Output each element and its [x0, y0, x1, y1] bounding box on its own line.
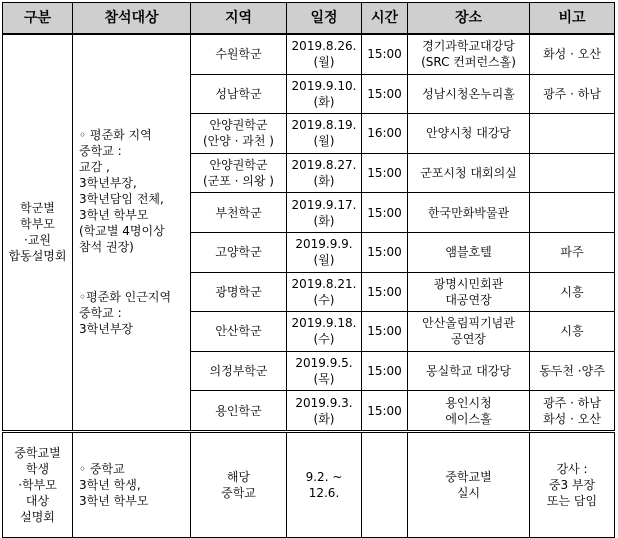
target-cell-line: ◦ 중학교 [79, 461, 125, 476]
place-cell-line: 용인시청 [445, 395, 492, 410]
place-cell-line: 실시 [456, 485, 481, 500]
table-body [3, 34, 615, 537]
date-cell [287, 153, 362, 193]
date-cell [287, 114, 362, 154]
time-cell: 15:00 [362, 34, 408, 74]
date-cell-line: 2019.9.18. [291, 316, 357, 331]
note-cell-line: 광주 · 하남 [543, 86, 601, 101]
note-cell [530, 114, 615, 154]
category-cell-line: 학군별 [20, 201, 55, 216]
date-cell-line: 2019.9.10. [291, 78, 357, 93]
note-cell [530, 153, 615, 193]
target-line: 3학년부장, [79, 176, 137, 191]
place-cell-line: 중학교별 [445, 469, 492, 484]
header-region: 지역 [191, 3, 287, 35]
table-header [3, 3, 615, 35]
region-cell [191, 232, 287, 272]
date-cell [287, 193, 362, 233]
target-line: 3학년부장 [79, 322, 134, 337]
target-line: (학교별 4명이상 [79, 224, 165, 239]
date-cell-line: 12.6. [308, 485, 340, 500]
table-row [3, 34, 615, 74]
region-cell [191, 74, 287, 114]
note-cell-line: 파주 [560, 245, 584, 260]
region-cell-line: 고양학군 [215, 245, 262, 260]
target-line: 3학년 학부모 [79, 208, 149, 223]
date-cell-line: 2019.8.27. [291, 158, 357, 173]
region-cell-line: 의정부학군 [209, 364, 268, 379]
header-time: 시간 [362, 3, 408, 35]
place-cell-line: 대공연장 [445, 292, 492, 307]
date-cell-line: (수) [313, 332, 335, 347]
target-cell-line: 3학년 학생, [79, 477, 141, 492]
header-target: 참석대상 [73, 3, 191, 35]
region-cell-line: 용인학군 [215, 403, 262, 418]
date-cell [287, 232, 362, 272]
note-cell-line: 화성 · 오산 [543, 47, 601, 62]
region-cell-line: (군포 · 의왕 ) [203, 174, 274, 189]
date-cell [287, 312, 362, 352]
category-cell-line: 합동설명회 [8, 249, 67, 264]
date-cell-line: (목) [313, 372, 335, 387]
region-cell [191, 34, 287, 74]
target-line: 중학교 : [79, 144, 122, 159]
region-cell [191, 351, 287, 391]
place-cell-line: 한국만화박물관 [427, 205, 510, 220]
date-cell-line: 2019.8.19. [291, 118, 357, 133]
target-cell [73, 431, 191, 537]
place-cell [408, 232, 530, 272]
date-cell-line: 2019.9.9. [295, 237, 353, 252]
region-cell-line: (안양 · 과천 ) [203, 134, 274, 149]
time-cell: 15:00 [362, 153, 408, 193]
region-cell-line: 해당 [226, 469, 251, 484]
region-cell-line: 안산학군 [215, 324, 262, 339]
place-cell [408, 193, 530, 233]
note-cell-line: 중3 부장 [548, 477, 596, 492]
category-cell-line: 중학교별 [14, 445, 61, 460]
note-cell-line: 화성 · 오산 [543, 411, 601, 426]
schedule-table [2, 2, 615, 538]
target-line: 참석 권장) [79, 240, 134, 255]
date-cell [287, 351, 362, 391]
place-cell [408, 153, 530, 193]
place-cell-line: 성남시청온누리홀 [422, 86, 515, 101]
region-cell-line: 안양권학군 [209, 158, 268, 173]
place-cell [408, 34, 530, 74]
note-cell [530, 431, 615, 537]
date-cell-line: (월) [313, 55, 335, 70]
region-cell-line: 광명학군 [215, 284, 262, 299]
place-cell [408, 431, 530, 537]
date-cell-line: 2019.9.17. [291, 197, 357, 212]
date-cell-line: (월) [313, 134, 335, 149]
target-line: 중학교 : [79, 306, 122, 321]
region-cell [191, 153, 287, 193]
date-cell-line: 9.2. ~ [305, 469, 343, 484]
target-line: 교감 , [79, 160, 110, 175]
region-cell [191, 272, 287, 312]
place-cell [408, 114, 530, 154]
category-cell-line: 설명회 [20, 509, 55, 524]
region-cell-line: 중학교 [221, 485, 256, 500]
note-cell [530, 312, 615, 352]
region-cell [191, 431, 287, 537]
note-cell-line: 시흥 [560, 324, 584, 339]
target-cell [73, 34, 191, 431]
note-cell-line: 시흥 [560, 284, 584, 299]
region-cell-line: 수원학군 [215, 47, 262, 62]
time-cell: 15:00 [362, 193, 408, 233]
date-cell-line: 2019.8.21. [291, 276, 357, 291]
time-cell: 15:00 [362, 232, 408, 272]
date-cell-line: 2019.8.26. [291, 39, 357, 54]
time-cell [362, 431, 408, 537]
place-cell [408, 312, 530, 352]
place-cell [408, 74, 530, 114]
date-cell [287, 74, 362, 114]
region-cell [191, 391, 287, 432]
header-place: 장소 [408, 3, 530, 35]
target-line: ◦평준화 인근지역 [79, 290, 172, 305]
note-cell [530, 232, 615, 272]
time-cell: 15:00 [362, 74, 408, 114]
target-line: 3학년담임 전체, [79, 192, 164, 207]
note-cell-line: 동두천 ·양주 [539, 364, 605, 379]
date-cell-line: 2019.9.3. [295, 395, 353, 410]
header-note: 비고 [530, 3, 615, 35]
note-cell-line: 또는 담임 [546, 493, 598, 508]
category-cell-line: 학부모 [20, 217, 55, 232]
note-cell [530, 193, 615, 233]
date-cell [287, 34, 362, 74]
place-cell-line: 앰블호텔 [445, 245, 492, 260]
category-cell-line: 학생 [25, 461, 50, 476]
note-cell [530, 74, 615, 114]
place-cell-line: 안양시청 대강당 [426, 126, 511, 141]
place-cell [408, 272, 530, 312]
place-cell [408, 351, 530, 391]
date-cell [287, 431, 362, 537]
category-cell-line: 대상 [25, 493, 50, 508]
place-cell-line: 에이스홀 [445, 411, 492, 426]
time-cell: 15:00 [362, 391, 408, 432]
region-cell [191, 193, 287, 233]
target-cell-line: 3학년 학부모 [79, 493, 149, 508]
place-cell-line: 공연장 [451, 332, 486, 347]
date-cell-line: (수) [313, 292, 335, 307]
region-cell-line: 성남학군 [215, 86, 262, 101]
region-cell-line: 안양권학군 [209, 118, 268, 133]
time-cell: 15:00 [362, 272, 408, 312]
date-cell [287, 272, 362, 312]
place-cell-line: 경기과학교대강당 [422, 39, 515, 54]
time-cell: 16:00 [362, 114, 408, 154]
date-cell-line: (화) [313, 213, 335, 228]
date-cell-line: (화) [313, 94, 335, 109]
date-cell-line: 2019.9.5. [295, 356, 353, 371]
category-cell [3, 431, 73, 537]
category-cell [3, 34, 73, 431]
header-date: 일정 [287, 3, 362, 35]
target-line: ◦ 평준화 지역 [79, 128, 152, 143]
region-cell [191, 312, 287, 352]
time-cell: 15:00 [362, 351, 408, 391]
note-cell [530, 272, 615, 312]
place-cell-line: (SRC 컨퍼런스홀) [421, 55, 516, 70]
note-cell [530, 351, 615, 391]
note-cell-line: 광주 · 하남 [543, 395, 601, 410]
date-cell-line: (월) [313, 253, 335, 268]
place-cell-line: 안산올림픽기념관 [422, 316, 515, 331]
time-cell: 15:00 [362, 312, 408, 352]
date-cell-line: (화) [313, 174, 335, 189]
place-cell-line: 군포시청 대회의실 [420, 166, 517, 181]
category-cell-line: ·학부모 [18, 477, 57, 492]
note-cell [530, 391, 615, 432]
note-cell [530, 34, 615, 74]
place-cell [408, 391, 530, 432]
category-cell-line: ·교원 [24, 233, 51, 248]
table-row [3, 431, 615, 537]
place-cell-line: 광명시민회관 [433, 276, 504, 291]
header-category: 구분 [3, 3, 73, 35]
date-cell-line: (화) [313, 411, 335, 426]
note-cell-line: 강사 : [556, 461, 588, 476]
date-cell [287, 391, 362, 432]
region-cell [191, 114, 287, 154]
region-cell-line: 부천학군 [215, 205, 262, 220]
place-cell-line: 몽실학교 대강당 [426, 364, 511, 379]
